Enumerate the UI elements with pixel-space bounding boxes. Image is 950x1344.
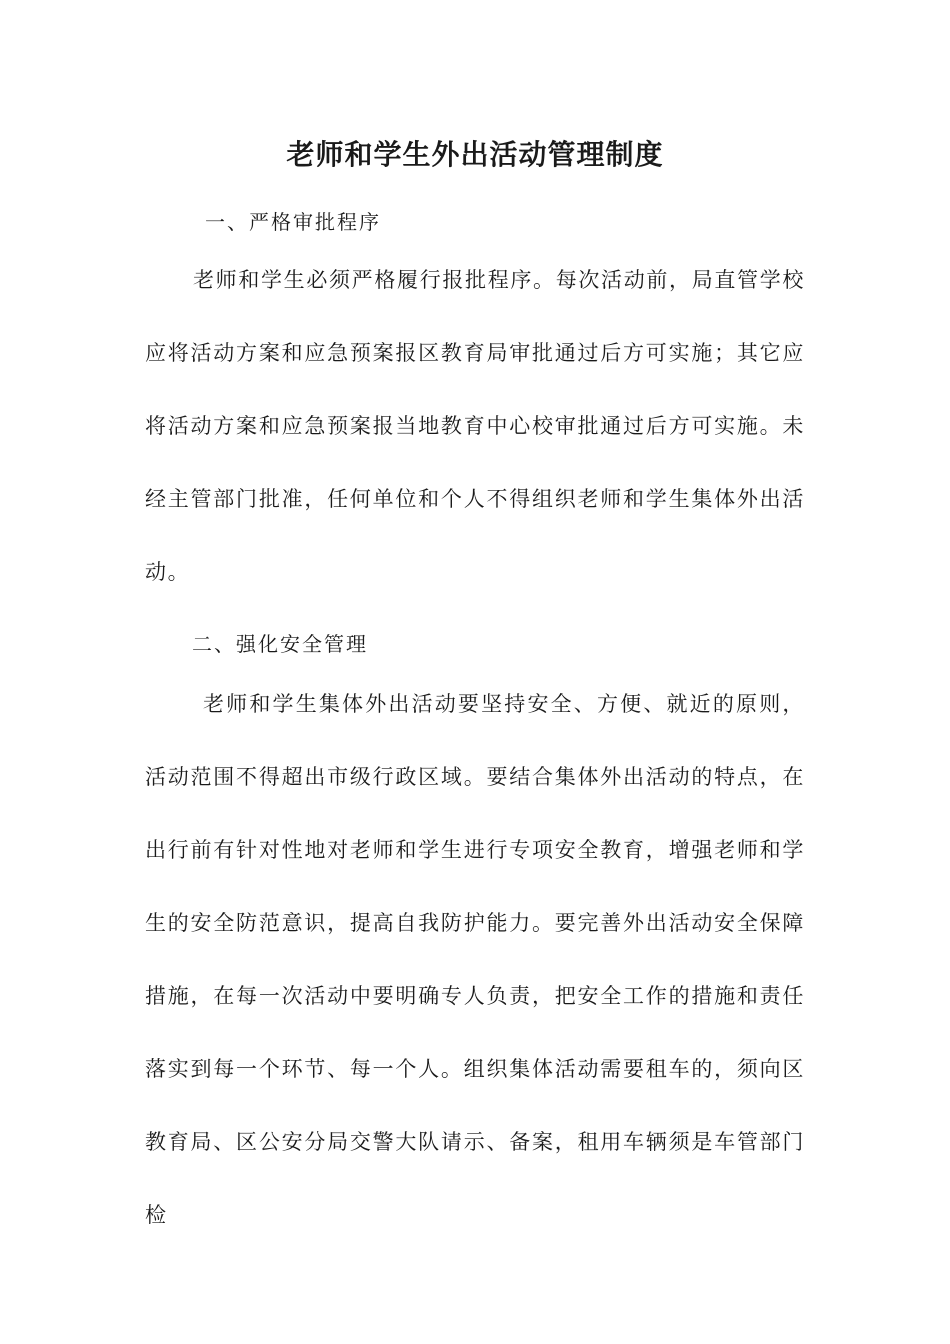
section-heading-2: 二、强化安全管理: [192, 632, 368, 656]
section-heading-1: 一、严格审批程序: [205, 210, 381, 234]
document-title: 老师和学生外出活动管理制度: [286, 138, 664, 171]
section-paragraph-2: 老师和学生集体外出活动要坚持安全、方便、就近的原则，活动范围不得超出市级行政区域。要结合集体外出活动的特点，在出行前有针对性地对老师和学生进行专项安全教育，增强老师和学生的安全防范意识，提高自我防护能力。要完善外出活动安全保障措施，在每一次活动中要明确专人负责，把安全工作的措施和责任落实到每一个环节、每一个人。组织集体活动需要租车的，须向区教育局、区公安分局交警大队请示、备案，租用车辆须是车管部门检: [145, 692, 805, 1227]
section-paragraph-1: 老师和学生必须严格履行报批程序。每次活动前，局直管学校应将活动方案和应急预案报区教育局审批通过后方可实施；其它应将活动方案和应急预案报当地教育中心校审批通过后方可实施。未经主管部门批准，任何单位和个人不得组织老师和学生集体外出活动。: [145, 268, 805, 584]
